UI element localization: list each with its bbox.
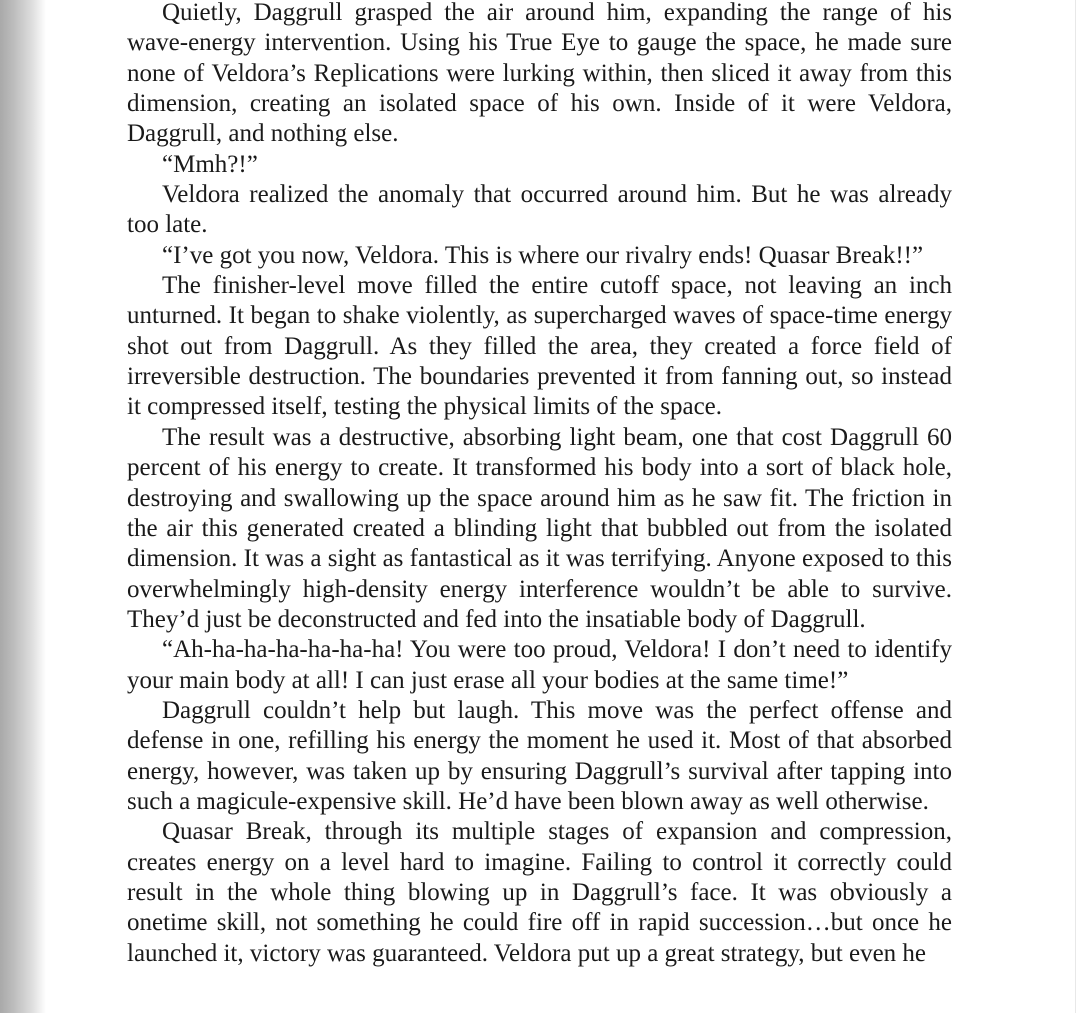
paragraph: “Ah-ha-ha-ha-ha-ha-ha! You were too proud, Veldora! I don’t need to identify your main body at all! I can just erase all your bodies at the same time!”	[127, 636, 952, 694]
paragraph: The result was a destructive, absorbing light beam, one that cost Daggrull 60 percent of his energy to create. It transformed his body into a sort of black hole, destroying and swallowing up the space around him as he saw fit. The friction in the air this generated created a blinding light that bubbled out from the isolated dimension. It was a sight as fantastical as it was terrifying. Anyone exposed to this overwhelmingly high-density energy interference wouldn’t be able to survive. They’d just be deconstructed and fed into the insatiable body of Daggrull.	[127, 423, 952, 633]
page-gutter-shadow	[0, 0, 46, 1013]
paragraph: Quasar Break, through its multiple stages of expansion and compression, creates energy on a level hard to imagine. Failing to control it correctly could result in the whole thing blowing up in Daggrull’s face. It was obviously a onetime skill, not something he could fire off in rapid succession…but once he launched it, victory was guaranteed. Veldora put up a great strategy, but even he	[127, 818, 952, 967]
paragraph: The finisher-level move filled the entire cutoff space, not leaving an inch unturned. It began to shake violently, as supercharged waves of space-time energy shot out from Daggrull. As they filled the area, they created a force field of irreversible destruction. The boundaries prevented it from fanning out, so instead it compressed itself, testing the physical limits of the space.	[127, 272, 952, 421]
paragraph: “Mmh?!”	[162, 150, 258, 178]
paragraph: Veldora realized the anomaly that occurred around him. But he was already too late.	[127, 181, 952, 239]
page-right-edge	[1075, 0, 1076, 1013]
paragraph: “I’ve got you now, Veldora. This is where our rivalry ends! Quasar Break!!”	[162, 241, 924, 269]
paragraph: Quietly, Daggrull grasped the air around him, expanding the range of his wave-energy intervention. Using his True Eye to gauge the space, he made sure none of Veldora’s Replications were lurking within, then sliced it away from this dimension, creating an isolated space of his own. Inside of it were Veldora, Daggrull, and nothing else.	[127, 0, 952, 148]
page-text-column	[127, 0, 952, 969]
paragraph: Daggrull couldn’t help but laugh. This move was the perfect offense and defense in one, refilling his energy the moment he used it. Most of that absorbed energy, however, was taken up by ensuring Daggrull’s survival after tapping into such a magicule-expensive skill. He’d have been blown away as well otherwise.	[127, 696, 952, 815]
